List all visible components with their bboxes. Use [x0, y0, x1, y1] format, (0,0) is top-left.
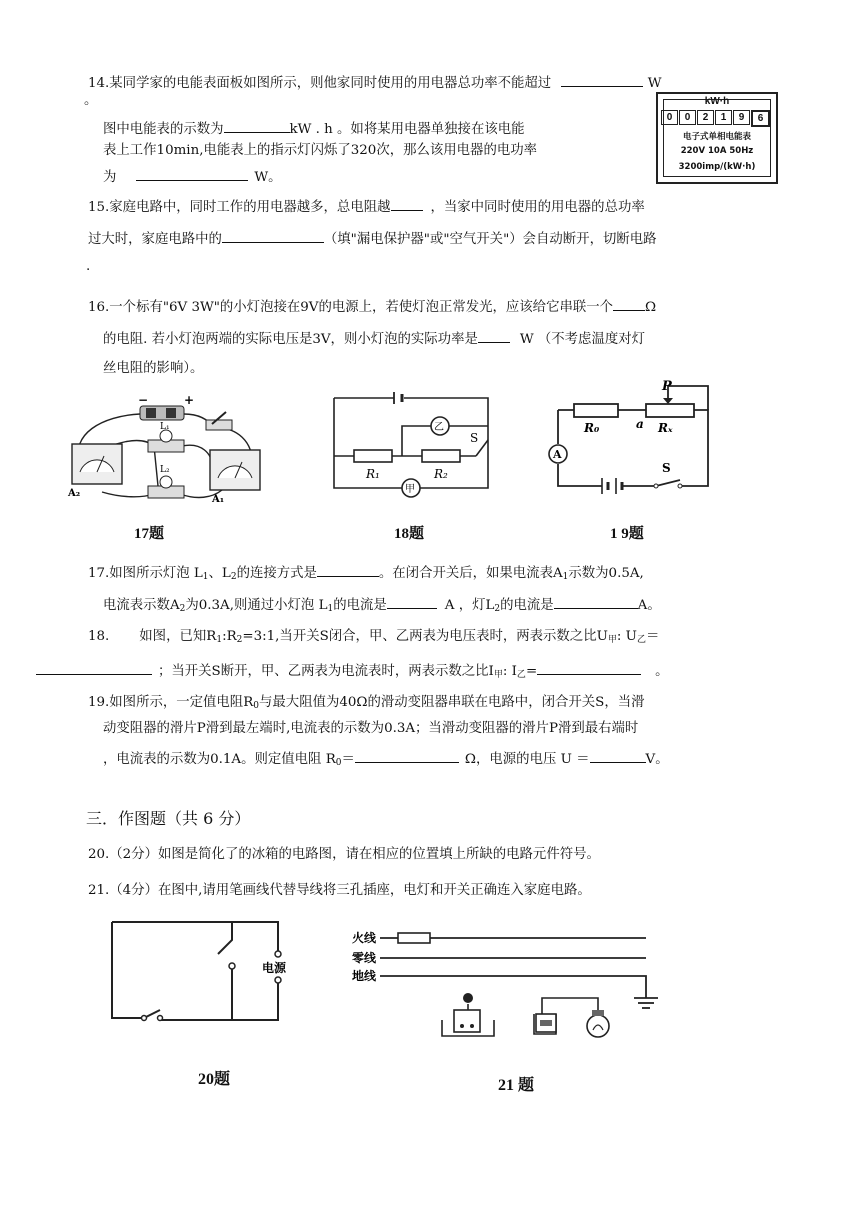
- figure-20-circuit: [108, 918, 298, 1028]
- figure-19-circuit: [544, 378, 714, 496]
- q14-line2: 图中电能表的示数为 kW . h 。如将某用电器单独接在该电能: [103, 118, 525, 139]
- q19-line2: 动变阻器的滑片P滑到最左端时,电流表的示数为0.3A；当滑动变阻器的滑片P滑到最右端时: [103, 721, 639, 736]
- q17-blank-current-l2[interactable]: [554, 594, 638, 609]
- electric-meter-figure: [656, 92, 778, 184]
- fig19-rx: Rₓ: [658, 421, 673, 435]
- q17-line2: 电流表示数$A_2$为0.3A,则通过小灯泡 $L_1$的电流是 A ，灯$L_2$的电流是 A。: [103, 594, 661, 618]
- fig17-a2: A₂: [68, 488, 81, 499]
- figure-17-caption: 17题: [134, 526, 165, 542]
- fig19-r0: R₀: [584, 421, 600, 435]
- q17-blank-connection[interactable]: [317, 562, 379, 577]
- q16-line3: 丝电阻的影响）。: [103, 361, 204, 376]
- q16-line2: 的电阻. 若小灯泡两端的实际电压是3V，则小灯泡的实际功率是 W （不考虑温度对灯: [103, 328, 645, 349]
- fig17-a1: A₁: [212, 494, 225, 505]
- meter-digit: 0: [679, 110, 696, 125]
- fig19-s: S: [662, 461, 671, 475]
- q14-line4: 为 W。: [103, 166, 282, 187]
- fig17-minus: −: [138, 394, 149, 407]
- figure-18-circuit: [326, 392, 496, 502]
- q15-blank-resistance[interactable]: [391, 196, 423, 211]
- q14-line3: 表上工作10min,电能表上的指示灯闪烁了320次，那么该用电器的电功率: [103, 143, 538, 158]
- meter-spec: 220V 10A 50Hz: [680, 146, 754, 156]
- fig19-ammeter: A: [553, 448, 562, 461]
- q17-blank-current-l1[interactable]: [387, 594, 437, 609]
- q19-blank-voltage[interactable]: [590, 748, 646, 763]
- q19-line1: 19.如图所示，一定值电阻$R_0$与最大阻值为40Ω的滑动变阻器串联在电路中，闭合开关S，当滑: [88, 695, 645, 711]
- q17-line1: 17.如图所示灯泡 $L_1$、$L_2$的连接方式是 。在闭合开关后，如果电流表$A_1$示数为0.5A,: [88, 562, 644, 586]
- fig17-l1: L₁: [160, 422, 170, 432]
- q16-blank-power[interactable]: [478, 328, 510, 343]
- q15-line1: 15.家庭电路中，同时工作的用电器越多，总电阻越 ，当家中同时使用的用电器的总功率: [88, 196, 645, 217]
- fig17-l2: L₂: [160, 465, 170, 475]
- fig21-live-label: 火线: [352, 931, 377, 945]
- q18-line1: 18. 如图，已知$R_1:R_2=3:1$,当开关S闭合，甲、乙两表为电压表时，两表示数之比$U_甲$: $U_乙=$: [88, 629, 660, 645]
- fig19-a: a: [636, 417, 644, 431]
- fig18-yi: 乙: [434, 422, 444, 433]
- q14-line1-tail: 。: [84, 93, 98, 108]
- q18-blank-voltage-ratio[interactable]: [36, 660, 152, 675]
- figure-18-caption: 18题: [394, 526, 425, 542]
- figure-17-circuit: [62, 394, 272, 516]
- q15-line2: 过大时，家庭电路中的 （填"漏电保护器"或"空气开关"）会自动断开，切断电路: [88, 228, 657, 249]
- q14-blank-power[interactable]: [136, 166, 248, 181]
- meter-name: 电子式单相电能表: [682, 132, 751, 142]
- figure-21-circuit: [346, 922, 662, 1042]
- q18-line2: ；当开关S断开，甲、乙两表为电流表时，两表示数之比$I_甲$: $I_乙=$ 。: [36, 660, 669, 684]
- fig20-power-label: 电源: [262, 961, 287, 975]
- q14-blank-max-power[interactable]: [561, 72, 643, 87]
- meter-imp: 3200imp/(kW·h): [678, 162, 756, 172]
- q19-line3: ，电流表的示数为0.1A。则定值电阻 $R_0= \Omega$，电源的电压 U ＝ V。: [103, 748, 669, 772]
- figure-20-caption: 20题: [198, 1071, 231, 1088]
- q16-blank-resistor[interactable]: [613, 296, 645, 311]
- meter-digit: 9: [733, 110, 750, 125]
- fig18-s: S: [470, 431, 479, 445]
- fig21-ground-label: 地线: [352, 969, 377, 983]
- figure-21-caption: 21 题: [498, 1077, 535, 1094]
- q18-blank-current-ratio[interactable]: [537, 660, 641, 675]
- fig17-plus: +: [184, 394, 195, 407]
- fig19-p: P: [662, 379, 672, 394]
- fig21-neutral-label: 零线: [352, 951, 377, 965]
- section-3-heading: 三．作图题（共 6 分）: [86, 809, 251, 828]
- meter-digit: 6: [751, 110, 770, 127]
- meter-digit: 0: [661, 110, 678, 125]
- q15-blank-device[interactable]: [222, 228, 324, 243]
- meter-unit: kW·h: [704, 96, 730, 107]
- meter-digit: 1: [715, 110, 732, 125]
- fig18-jia: 甲: [405, 484, 415, 495]
- q21-text: 21.（4分）在图中,请用笔画线代替导线将三孔插座，电灯和开关正确连入家庭电路。: [88, 883, 591, 898]
- meter-digit: 2: [697, 110, 714, 125]
- fig18-r2: R₂: [434, 467, 448, 481]
- q16-line1: 16.一个标有"6V 3W"的小灯泡接在9V的电源上，若使灯泡正常发光，应该给它串联一个 Ω: [88, 296, 656, 317]
- q15-line3: .: [86, 259, 91, 274]
- q14-line1: 14.某同学家的电能表面板如图所示，则他家同时使用的用电器总功率不能超过 W: [88, 72, 661, 93]
- q20-text: 20.（2分）如图是简化了的冰箱的电路图，请在相应的位置填上所缺的电路元件符号。: [88, 847, 600, 862]
- figure-19-caption: 1 9题: [610, 526, 644, 542]
- q14-blank-reading[interactable]: [224, 118, 290, 133]
- q19-blank-r0[interactable]: [355, 748, 459, 763]
- fig18-r1: R₁: [366, 467, 380, 481]
- meter-digits: [661, 110, 770, 127]
